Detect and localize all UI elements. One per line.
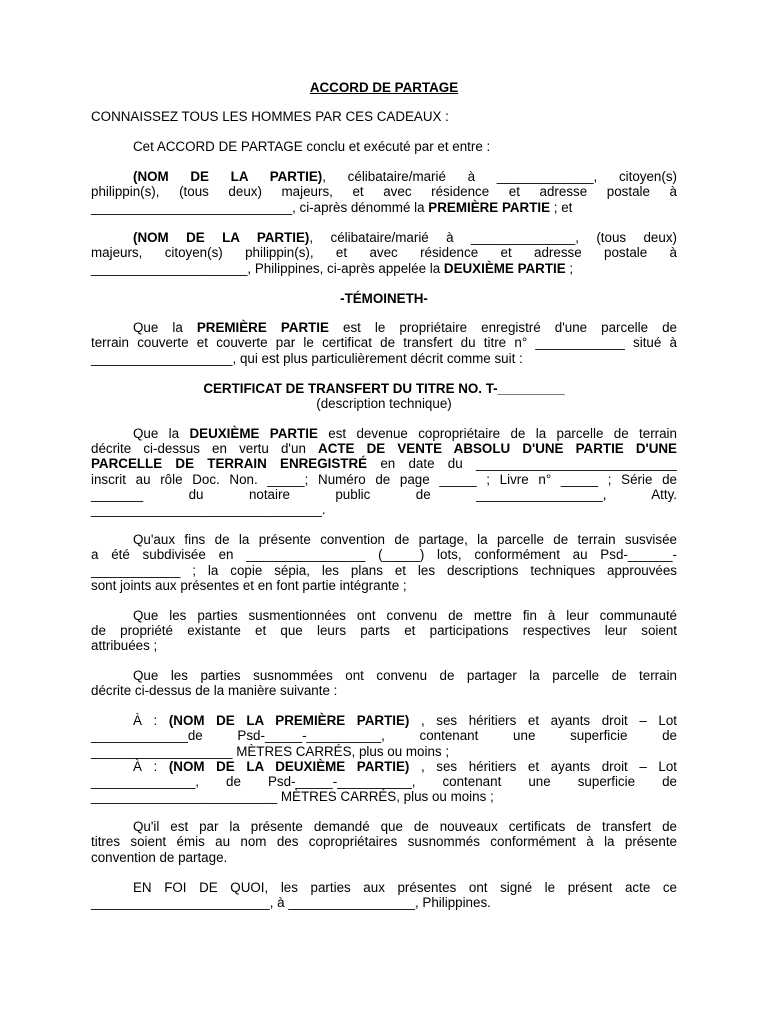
document-title: ACCORD DE PARTAGE <box>309 80 459 95</box>
first-party-label: PREMIÈRE PARTIE <box>428 200 551 215</box>
witnesseth-heading: -TÉMOINETH- <box>340 291 428 306</box>
technical-description-note: (description technique) <box>316 396 452 411</box>
intro-line: CONNAISSEZ TOUS LES HOMMES PAR CES CADEAUX : <box>91 109 449 124</box>
certificate-heading: CERTIFICAT DE TRANSFERT DU TITRE NO. T-_________ <box>203 381 565 396</box>
second-party-label: DEUXIÈME PARTIE <box>443 261 566 276</box>
preamble-line: Cet ACCORD DE PARTAGE conclu et exécuté par et entre : <box>133 139 491 154</box>
party-name-placeholder: (NOM DE LA PARTIE) <box>133 230 310 245</box>
party-name-placeholder: (NOM DE LA PARTIE) <box>133 169 323 184</box>
document-page: ACCORD DE PARTAGE CONNAISSEZ TOUS LES HOMMES PAR CES CADEAUX : Cet ACCORD DE PARTAGE conclu et exécuté par et entre : (NOM DE LA PARTIE), célibataire/marié à _____________, citoyen(s) philippin(s), (tous deux) majeurs, et avec résidence et adresse postale à ___________________________, ci-après dénommé la PREMIÈRE PARTIE ; et (NOM DE LA PARTIE), célibataire/marié à ______________, (tous deux) majeurs, citoyen(s) philippin(s), et avec résidence et adresse postale à _____________________, Philippines, ci-après appelée la DEUXIÈME PARTIE ; -TÉMOINETH- Que la PREMIÈRE PARTIE est le propriétaire enregistré d'une parcelle de terrain couverte et couverte par le certificat de transfert du titre n° ____________ situé à ___________________, qui est plus particulièrement décrit comme suit : CERTIFICAT DE TRANSFERT DU TITRE NO. T-_________ (description technique) Que la DEUXIÈME PARTIE est devenue copropriétaire de la parcelle de terrain décrite ci-dessus en vertu d'un ACTE DE VENTE ABSOLU D'UNE PARTIE D'UNE PARCELLE DE TERRAIN ENREGISTRÉ en date du ___________________________ inscrit au rôle Doc. Non. _____; Numéro de page _____ ; Livre n° _____ ; Série de _______ du notaire public de _________________, Atty. _______________________________. Qu'aux fins de la présente convention de partage, la parcelle de terrain susvisée a été subdivisée en ________________ (_____) lots, conformément au Psd-______- ____________ ; la copie sépia, les plans et les descriptions techniques approuvées sont joints aux présentes et en font partie intégrante ; Que les parties susmentionnées ont convenu de mettre fin à leur communauté de propriété existante et que leurs parts et participations respectives leur soient attribuées ; Que les parties susnommées ont convenu de partager la parcelle de terrain décrite ci-dessus de la manière suivante : À : (NOM DE LA PREMIÈRE PARTIE) , ses héritiers et ayants droit – Lot _____________de Psd-_____-__________, contenant une superficie de ___________________ MÈTRES CARRÉS, plus ou moins ; À : (NOM DE LA DEUXIÈME PARTIE) , ses héritiers et ayants droit – Lot ______________, de Psd-_____-__________, contenant une superficie de _________________________ MÈTRES CARRÉS, plus ou moins ; Qu'il est par la présente demandé que de nouveaux certificats de transfert de titres soient émis au nom des copropriétaires susnommés conformément à la présente convention de partage. EN FOI DE QUOI, les parties aux présentes ont signé le présent acte ce ________________________, à _________________, Philippines. <box>91 80 678 910</box>
